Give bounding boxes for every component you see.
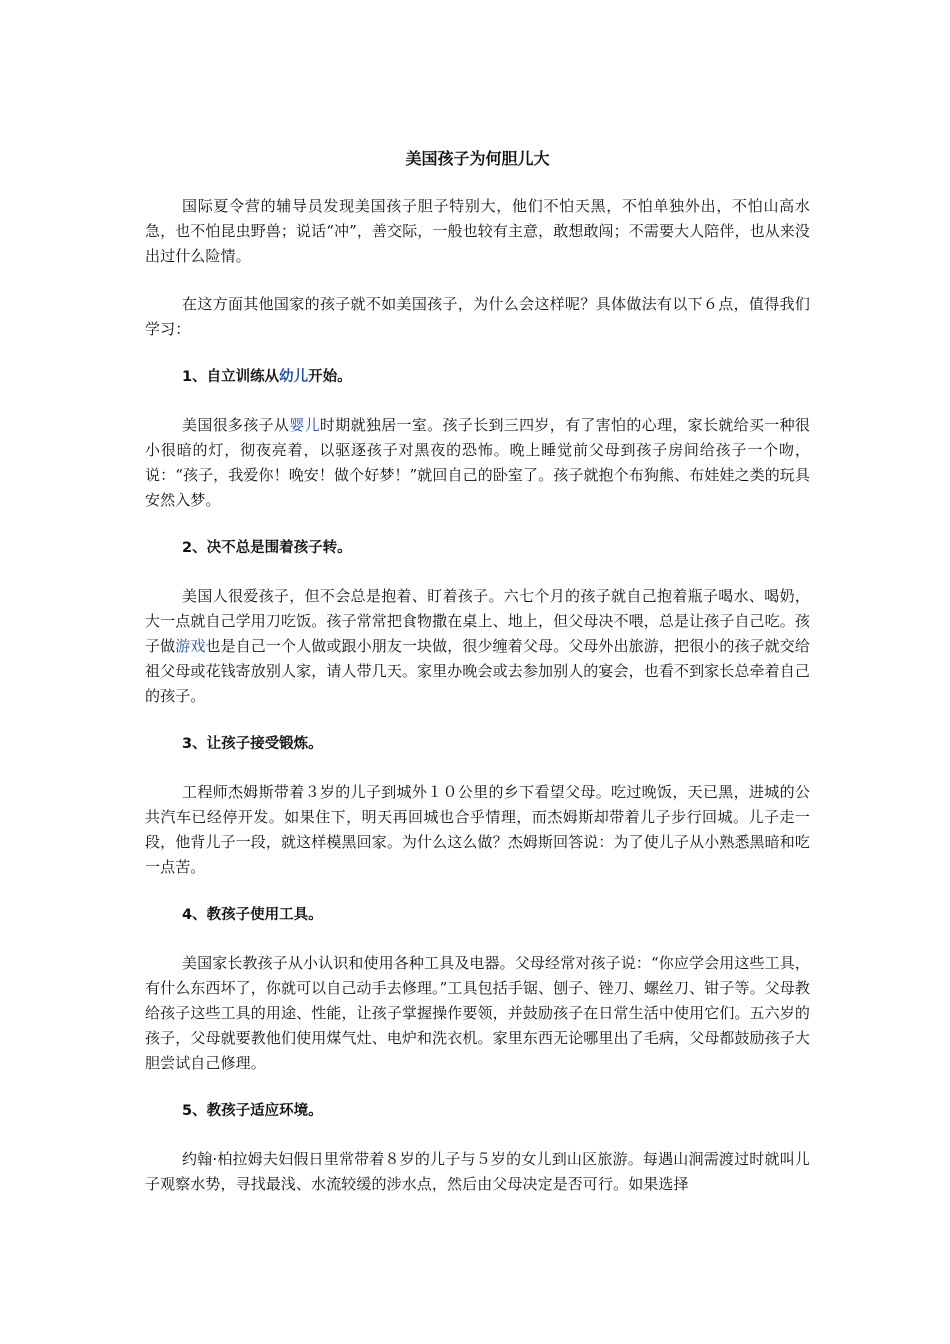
infant-link[interactable]: 婴儿 [289,416,320,434]
document-page [145,146,810,1220]
intro-paragraph-1: 国际夏令营的辅导员发现美国孩子胆子特别大，他们不怕天黑，不怕单独外出，不怕山高水急，也不怕昆虫野兽；说话“冲”，善交际，一般也较有主意，敢想敢闯；不需要大人陪伴，也从来没出过什么险情。 [145,197,810,265]
section-3-paragraph: 工程师杰姆斯带着３岁的儿子到城外１０公里的乡下看望父母。吃过晚饭，天已黑，进城的公共汽车已经停开发。如果住下，明天再回城也合乎情理，而杰姆斯却带着儿子步行回城。儿子走一段，他背儿子一段，就这样模黑回家。为什么这么做？杰姆斯回答说：为了使儿子从小熟悉黑暗和吃一点苦。 [145,783,810,876]
section-2-text-start: 美国人很爱孩子，但不会总是抱着、盯着孩子。六七个月的孩子就自己抱着瓶子喝水、喝奶，大一点就自己学用刀吃饭。孩子常常把食物撒在桌上、地上，但父母决不喂，总是让孩子自己吃。孩子做 [145,587,810,655]
document-title: 美国孩子为何胆儿大 [405,149,550,168]
section-4-heading: 4、教孩子使用工具。 [182,907,323,923]
section-2-text-rest: 也是自己一个人做或跟小朋友一块做，很少缠着父母。父母外出旅游，把很小的孩子就交给祖父母或花钱寄放别人家，请人带几天。家里办晚会或去参加别人的宴会，也看不到家长总牵着自己的孩子。 [145,637,810,705]
section-1-text-rest: 时期就独居一室。孩子长到三四岁，有了害怕的心理，家长就给买一种很小很暗的灯，彻夜亮着，以驱逐孩子对黑夜的恐怖。晚上睡觉前父母到孩子房间给孩子一个吻，说：“孩子，我爱你！晚安！做个好梦！”就回自己的卧室了。孩子就抱个布狗熊、布娃娃之类的玩具安然入梦。 [145,416,811,509]
section-1-text-start: 美国很多孩子从 [182,416,290,434]
intro-paragraph-2: 在这方面其他国家的孩子就不如美国孩子，为什么会这样呢？具体做法有以下６点，值得我们学习： [145,295,810,338]
section-3-heading: 3、让孩子接受锻炼。 [182,736,323,752]
section-1-paragraph [145,413,810,513]
game-link[interactable]: 游戏 [175,637,206,655]
section-2-paragraph [145,584,810,709]
section-5-heading: 5、教孩子适应环境。 [182,1103,323,1119]
section-5-paragraph: 约翰·柏拉姆夫妇假日里常带着８岁的儿子与５岁的女儿到山区旅游。每遇山涧需渡过时就叫儿子观察水势，寻找最浅、水流较缓的涉水点，然后由父母决定是否可行。如果选择 [145,1150,810,1193]
section-1-heading [145,365,810,390]
section-4-paragraph: 美国家长教孩子从小认识和使用各种工具及电器。父母经常对孩子说：“你应学会用这些工具，有什么东西坏了，你就可以自己动手去修理。”工具包括手锯、刨子、锉刀、螺丝刀、钳子等。父母教给孩子这些工具的用途、性能，让孩子掌握操作要领，并鼓励孩子在日常生活中使用它们。五六岁的孩子，父母就要教他们使用煤气灶、电炉和洗衣机。家里东西无论哪里出了毛病，父母都鼓励孩子大胆尝试自己修理。 [145,954,810,1072]
section-1-heading-text: 1、自立训练从 [182,369,280,385]
section-1-heading-suffix: 开始。 [308,369,352,385]
section-2-heading: 2、决不总是围着孩子转。 [182,540,352,556]
toddler-link[interactable]: 幼儿 [279,369,309,385]
